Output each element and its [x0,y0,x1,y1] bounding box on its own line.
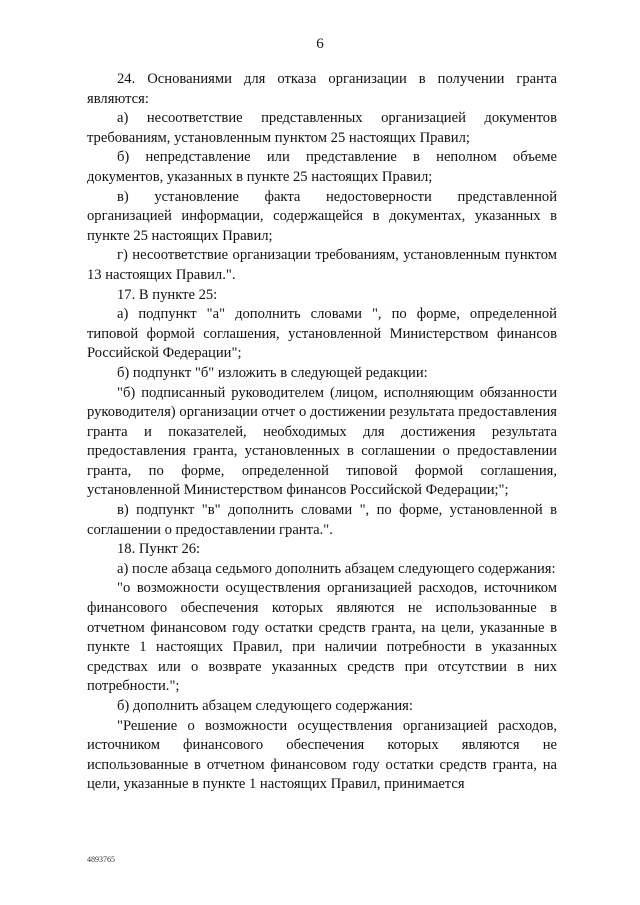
paragraph-17v: в) подпункт "в" дополнить словами ", по форме, установленной в соглашении о предоставлении гранта.". [87,502,557,538]
paragraph-18: 18. Пункт 26: [117,541,201,558]
paragraph-18b: б) дополнить абзацем следующего содержания: [117,698,413,714]
paragraph-24: 24. Основаниями для отказа организации в получении гранта являются: [87,71,557,107]
paragraph-18a: а) после абзаца седьмого дополнить абзацем следующего содержания: [117,560,556,577]
paragraph-17b: б) подпункт "б" изложить в следующей редакции: [117,364,428,381]
paragraph-24v: в) установление факта недостоверности представленной организацией информации, содержащейся в документах, указанных в пункте 25 настоящих Правил; [87,188,557,244]
paragraph-24g: г) несоответствие организации требованиям, установленным пунктом 13 настоящих Правил.". [87,247,557,283]
paragraph-17: 17. В пункте 25: [117,286,218,303]
paragraph-17b-text: "б) подписанный руководителем (лицом, исполняющим обязанности руководителя) организации отчет о достижении результата предоставления гранта и показателей, необходимых для достижения результата предоставления гранта, установленных в соглашении о предоставлении гранта, по форме, определенной типовой формой соглашения, установленной Министерством финансов Российской Федерации;"; [87,384,557,499]
paragraph-24a: а) несоответствие представленных организацией документов требованиям, установленным пунктом 25 настоящих Правил; [87,110,557,146]
paragraph-18b-text: "Решение о возможности осуществления организацией расходов, источником финансового обеспечения которых являются не использованные в отчетном финансовом году остатки средств гранта, на цели, указанные в пункте 1 настоящих Правил, принимается [87,717,557,793]
document-body [87,70,557,795]
page-number: 6 [316,36,324,52]
paragraph-17a: а) подпункт "а" дополнить словами ", по форме, определенной типовой формой соглашения, установленной Министерством финансов Российской Федерации"; [87,306,557,362]
paragraph-24b: б) непредставление или представление в неполном объеме документов, указанных в пункте 25 настоящих Правил; [87,149,557,185]
paragraph-18a-text: "о возможности осуществления организацией расходов, источником финансового обеспечения которых являются не использованные в отчетном финансовом году остатки средств гранта, на цели, указанные в пункте 1 настоящих Правил, при наличии потребности в указанных средствах или о возврате указанных средств при отсутствии в них потребности."; [87,580,557,695]
document-code: 4893765 [87,855,115,864]
